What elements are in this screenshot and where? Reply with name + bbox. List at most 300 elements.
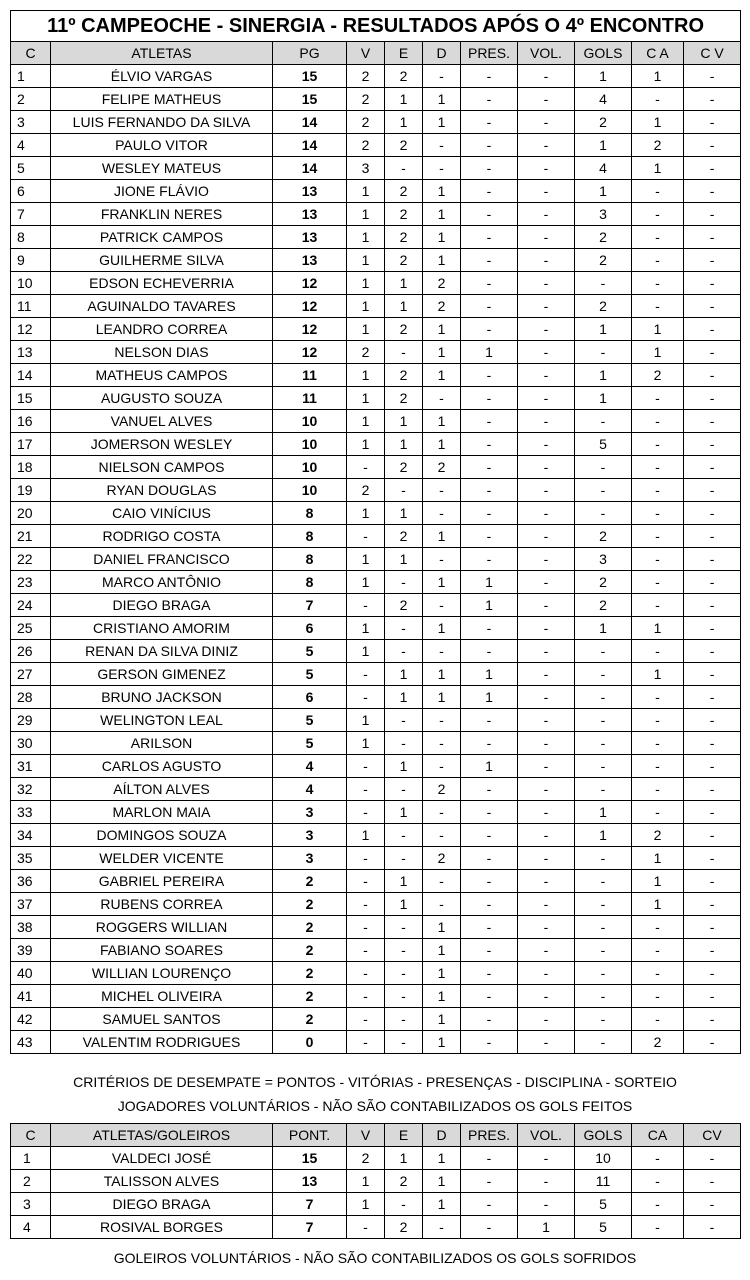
standings-cell: -	[461, 893, 518, 916]
standings-column-header: PRES.	[461, 42, 518, 65]
standings-cell: 10	[11, 272, 51, 295]
standings-cell: -	[632, 249, 684, 272]
standings-cell: 14	[11, 364, 51, 387]
standings-cell: -	[575, 410, 632, 433]
standings-cell: 1	[632, 157, 684, 180]
standings-cell: -	[461, 502, 518, 525]
standings-cell: -	[461, 65, 518, 88]
goalkeeper-cell: 2	[385, 1216, 423, 1239]
standings-cell: -	[518, 801, 575, 824]
standings-cell: -	[518, 548, 575, 571]
standings-row	[11, 203, 741, 226]
standings-row	[11, 318, 741, 341]
goalkeeper-column-header: ATLETAS/GOLEIROS	[51, 1124, 273, 1147]
standings-cell: 10	[273, 456, 347, 479]
standings-cell: 1	[461, 686, 518, 709]
standings-cell: GUILHERME SILVA	[51, 249, 273, 272]
standings-cell: 1	[385, 410, 423, 433]
standings-cell: 1	[423, 203, 461, 226]
standings-cell: -	[684, 1031, 741, 1054]
standings-cell: -	[518, 318, 575, 341]
standings-cell: -	[684, 1008, 741, 1031]
standings-cell: -	[461, 1008, 518, 1031]
standings-row	[11, 732, 741, 755]
standings-cell: 1	[385, 88, 423, 111]
standings-cell: 29	[11, 709, 51, 732]
standings-cell: 5	[273, 732, 347, 755]
standings-cell: -	[461, 295, 518, 318]
standings-cell: 5	[273, 640, 347, 663]
standings-cell: -	[684, 755, 741, 778]
goalkeeper-column-header: D	[423, 1124, 461, 1147]
standings-cell: 15	[273, 88, 347, 111]
standings-cell: -	[575, 663, 632, 686]
standings-cell: 2	[385, 594, 423, 617]
standings-cell: -	[461, 479, 518, 502]
standings-cell: 39	[11, 939, 51, 962]
goalkeeper-column-header: E	[385, 1124, 423, 1147]
standings-cell: 10	[273, 410, 347, 433]
standings-cell: -	[518, 594, 575, 617]
page-title: 11º CAMPEOCHE - SINERGIA - RESULTADOS APÓS O 4º ENCONTRO	[11, 11, 741, 42]
goalkeeper-cell: 1	[518, 1216, 575, 1239]
standings-cell: 1	[575, 180, 632, 203]
standings-cell: MICHEL OLIVEIRA	[51, 985, 273, 1008]
standings-cell: GERSON GIMENEZ	[51, 663, 273, 686]
standings-cell: 40	[11, 962, 51, 985]
goalkeeper-cell: -	[632, 1170, 684, 1193]
standings-cell: 2	[385, 249, 423, 272]
standings-cell: -	[684, 571, 741, 594]
standings-cell: -	[518, 755, 575, 778]
standings-cell: 2	[632, 364, 684, 387]
standings-cell: -	[684, 801, 741, 824]
standings-cell: -	[347, 870, 385, 893]
standings-cell: -	[684, 433, 741, 456]
standings-cell: -	[632, 548, 684, 571]
standings-row	[11, 295, 741, 318]
standings-cell: -	[461, 778, 518, 801]
goalkeeper-cell: -	[518, 1170, 575, 1193]
standings-cell: MARLON MAIA	[51, 801, 273, 824]
goalkeeper-cell: DIEGO BRAGA	[51, 1193, 273, 1216]
standings-cell: -	[684, 249, 741, 272]
standings-cell: NIELSON CAMPOS	[51, 456, 273, 479]
goalkeeper-cell: -	[684, 1170, 741, 1193]
standings-cell: 10	[273, 479, 347, 502]
standings-cell: MARCO ANTÔNIO	[51, 571, 273, 594]
standings-cell: 2	[273, 985, 347, 1008]
standings-cell: 10	[273, 433, 347, 456]
standings-cell: 4	[575, 157, 632, 180]
standings-cell: -	[385, 962, 423, 985]
standings-cell: -	[518, 479, 575, 502]
standings-column-header: E	[385, 42, 423, 65]
standings-cell: LUIS FERNANDO DA SILVA	[51, 111, 273, 134]
standings-cell: 2	[385, 525, 423, 548]
standings-cell: -	[461, 134, 518, 157]
standings-row	[11, 249, 741, 272]
standings-column-header: VOL.	[518, 42, 575, 65]
standings-cell: 8	[273, 502, 347, 525]
standings-row	[11, 502, 741, 525]
goalkeeper-cell: -	[461, 1216, 518, 1239]
standings-cell: 2	[385, 364, 423, 387]
standings-cell: 5	[273, 709, 347, 732]
standings-cell: -	[347, 893, 385, 916]
goalkeeper-column-header: CV	[684, 1124, 741, 1147]
standings-cell: 43	[11, 1031, 51, 1054]
standings-cell: 2	[347, 111, 385, 134]
standings-row	[11, 640, 741, 663]
standings-cell: 37	[11, 893, 51, 916]
standings-column-header: ATLETAS	[51, 42, 273, 65]
standings-cell: -	[518, 916, 575, 939]
standings-cell: 19	[11, 479, 51, 502]
standings-cell: 2	[423, 847, 461, 870]
goalkeepers-body	[11, 1147, 741, 1239]
standings-cell: 2	[385, 226, 423, 249]
standings-cell: -	[575, 778, 632, 801]
goalkeeper-cell: 1	[385, 1147, 423, 1170]
standings-cell: -	[632, 502, 684, 525]
standings-row	[11, 847, 741, 870]
standings-cell: CRISTIANO AMORIM	[51, 617, 273, 640]
standings-cell: 27	[11, 663, 51, 686]
standings-cell: -	[347, 985, 385, 1008]
standings-cell: -	[684, 962, 741, 985]
standings-cell: -	[461, 801, 518, 824]
standings-cell: -	[347, 801, 385, 824]
standings-cell: 26	[11, 640, 51, 663]
standings-cell: 2	[385, 134, 423, 157]
standings-cell: -	[461, 410, 518, 433]
goalkeeper-cell: TALISSON ALVES	[51, 1170, 273, 1193]
standings-cell: FRANKLIN NERES	[51, 203, 273, 226]
standings-cell: 2	[385, 318, 423, 341]
standings-cell: 8	[273, 548, 347, 571]
standings-cell: -	[518, 732, 575, 755]
standings-cell: 1	[575, 134, 632, 157]
standings-cell: -	[385, 617, 423, 640]
standings-column-header: PG	[273, 42, 347, 65]
goalkeeper-cell: 1	[347, 1193, 385, 1216]
standings-cell: 2	[347, 341, 385, 364]
goalkeeper-row	[11, 1216, 741, 1239]
standings-cell: 1	[347, 364, 385, 387]
standings-cell: -	[518, 525, 575, 548]
standings-cell: 28	[11, 686, 51, 709]
standings-cell: DANIEL FRANCISCO	[51, 548, 273, 571]
standings-cell: 1	[385, 111, 423, 134]
standings-cell: -	[518, 364, 575, 387]
goalkeeper-cell: -	[684, 1216, 741, 1239]
standings-cell: -	[684, 226, 741, 249]
standings-header-row	[11, 42, 741, 65]
standings-row	[11, 387, 741, 410]
standings-cell: RYAN DOUGLAS	[51, 479, 273, 502]
standings-cell: 2	[385, 180, 423, 203]
standings-cell: -	[423, 157, 461, 180]
standings-cell: 2	[11, 88, 51, 111]
standings-row	[11, 157, 741, 180]
standings-row	[11, 433, 741, 456]
standings-cell: 1	[347, 502, 385, 525]
goalkeeper-cell: 3	[11, 1193, 51, 1216]
goalkeeper-cell: ROSIVAL BORGES	[51, 1216, 273, 1239]
standings-cell: 1	[423, 410, 461, 433]
standings-cell: -	[423, 65, 461, 88]
standings-cell: -	[461, 824, 518, 847]
standings-cell: -	[632, 640, 684, 663]
standings-cell: 2	[423, 456, 461, 479]
standings-cell: -	[461, 525, 518, 548]
standings-row	[11, 364, 741, 387]
standings-cell: -	[518, 180, 575, 203]
goalkeeper-cell: -	[684, 1193, 741, 1216]
standings-cell: DOMINGOS SOUZA	[51, 824, 273, 847]
standings-cell: 2	[347, 88, 385, 111]
standings-cell: 13	[11, 341, 51, 364]
standings-cell: 1	[423, 686, 461, 709]
standings-cell: -	[423, 594, 461, 617]
standings-cell: -	[518, 88, 575, 111]
goalkeeper-cell: -	[347, 1216, 385, 1239]
standings-cell: 2	[347, 479, 385, 502]
standings-cell: -	[423, 387, 461, 410]
standings-cell: -	[684, 939, 741, 962]
standings-cell: -	[632, 801, 684, 824]
standings-row	[11, 88, 741, 111]
standings-cell: -	[684, 272, 741, 295]
standings-cell: -	[684, 295, 741, 318]
standings-cell: -	[461, 548, 518, 571]
goalkeeper-column-header: V	[347, 1124, 385, 1147]
standings-cell: -	[684, 134, 741, 157]
goalkeeper-column-header: GOLS	[575, 1124, 632, 1147]
standings-row	[11, 1031, 741, 1054]
standings-cell: -	[632, 525, 684, 548]
standings-cell: 14	[273, 134, 347, 157]
standings-cell: -	[385, 640, 423, 663]
standings-cell: 2	[575, 111, 632, 134]
standings-cell: AÍLTON ALVES	[51, 778, 273, 801]
standings-cell: -	[461, 939, 518, 962]
standings-cell: -	[518, 295, 575, 318]
standings-cell: -	[575, 962, 632, 985]
standings-column-header: C A	[632, 42, 684, 65]
standings-cell: 8	[11, 226, 51, 249]
standings-cell: -	[461, 364, 518, 387]
standings-cell: 1	[385, 686, 423, 709]
standings-cell: 18	[11, 456, 51, 479]
standings-column-header: V	[347, 42, 385, 65]
standings-cell: -	[385, 824, 423, 847]
standings-cell: 1	[575, 617, 632, 640]
standings-cell: -	[684, 847, 741, 870]
standings-cell: 24	[11, 594, 51, 617]
standings-cell: 25	[11, 617, 51, 640]
standings-cell: 1	[632, 111, 684, 134]
standings-cell: 3	[575, 203, 632, 226]
standings-cell: 1	[347, 249, 385, 272]
standings-cell: VALENTIM RODRIGUES	[51, 1031, 273, 1054]
standings-cell: -	[575, 893, 632, 916]
standings-cell: 1	[423, 985, 461, 1008]
standings-cell: 1	[385, 663, 423, 686]
standings-cell: 1	[347, 180, 385, 203]
standings-cell: -	[684, 709, 741, 732]
goalkeeper-cell: 13	[273, 1170, 347, 1193]
standings-cell: 3	[347, 157, 385, 180]
standings-cell: -	[385, 1031, 423, 1054]
standings-cell: 11	[273, 387, 347, 410]
standings-cell: -	[684, 88, 741, 111]
goalkeeper-cell: -	[385, 1193, 423, 1216]
standings-cell: 1	[575, 364, 632, 387]
goalkeeper-row	[11, 1170, 741, 1193]
standings-cell: -	[684, 617, 741, 640]
standings-cell: 2	[632, 134, 684, 157]
standings-cell: 8	[273, 525, 347, 548]
standings-row	[11, 479, 741, 502]
standings-cell: -	[518, 709, 575, 732]
standings-cell: 1	[347, 226, 385, 249]
standings-cell: -	[518, 778, 575, 801]
standings-cell: 1	[423, 111, 461, 134]
standings-cell: 1	[423, 226, 461, 249]
standings-row	[11, 617, 741, 640]
standings-cell: -	[632, 571, 684, 594]
standings-cell: -	[461, 180, 518, 203]
standings-cell: 1	[423, 962, 461, 985]
standings-cell: -	[518, 824, 575, 847]
standings-cell: 5	[11, 157, 51, 180]
standings-row	[11, 180, 741, 203]
standings-cell: -	[684, 732, 741, 755]
standings-row	[11, 686, 741, 709]
goalkeeper-cell: 2	[385, 1170, 423, 1193]
standings-cell: MATHEUS CAMPOS	[51, 364, 273, 387]
standings-row	[11, 410, 741, 433]
standings-cell: -	[684, 893, 741, 916]
standings-cell: 1	[423, 663, 461, 686]
standings-cell: -	[684, 870, 741, 893]
standings-cell: -	[385, 157, 423, 180]
standings-cell: -	[518, 157, 575, 180]
standings-cell: -	[632, 594, 684, 617]
standings-cell: 11	[273, 364, 347, 387]
standings-cell: -	[461, 226, 518, 249]
standings-column-header: GOLS	[575, 42, 632, 65]
standings-row	[11, 341, 741, 364]
tiebreak-note: CRITÉRIOS DE DESEMPATE = PONTOS - VITÓRIAS - PRESENÇAS - DISCIPLINA - SORTEIO	[73, 1074, 677, 1090]
standings-cell: 1	[423, 364, 461, 387]
standings-cell: 1	[347, 709, 385, 732]
standings-cell: -	[684, 548, 741, 571]
standings-cell: -	[385, 341, 423, 364]
standings-cell: -	[423, 732, 461, 755]
standings-cell: -	[684, 456, 741, 479]
standings-cell: 2	[273, 893, 347, 916]
standings-cell: WILLIAN LOURENÇO	[51, 962, 273, 985]
standings-cell: -	[518, 847, 575, 870]
standings-cell: -	[347, 1031, 385, 1054]
standings-cell: AGUINALDO TAVARES	[51, 295, 273, 318]
standings-column-header: C V	[684, 42, 741, 65]
standings-row	[11, 525, 741, 548]
standings-cell: -	[575, 870, 632, 893]
standings-cell: PAULO VITOR	[51, 134, 273, 157]
standings-cell: 22	[11, 548, 51, 571]
standings-cell: 31	[11, 755, 51, 778]
standings-cell: -	[575, 732, 632, 755]
standings-cell: SAMUEL SANTOS	[51, 1008, 273, 1031]
standings-cell: 1	[385, 433, 423, 456]
standings-cell: -	[632, 709, 684, 732]
standings-cell: -	[518, 249, 575, 272]
standings-cell: 1	[347, 318, 385, 341]
standings-cell: 15	[273, 65, 347, 88]
standings-cell: 2	[423, 272, 461, 295]
standings-cell: RUBENS CORREA	[51, 893, 273, 916]
goalkeeper-cell: 1	[347, 1170, 385, 1193]
standings-cell: -	[461, 985, 518, 1008]
standings-row	[11, 548, 741, 571]
standings-cell: -	[461, 318, 518, 341]
standings-cell: -	[632, 272, 684, 295]
standings-cell: EDSON ECHEVERRIA	[51, 272, 273, 295]
goalkeeper-column-header: CA	[632, 1124, 684, 1147]
standings-cell: 1	[632, 617, 684, 640]
standings-row	[11, 594, 741, 617]
standings-cell: -	[518, 640, 575, 663]
standings-cell: 1	[347, 732, 385, 755]
standings-cell: FELIPE MATHEUS	[51, 88, 273, 111]
standings-cell: -	[632, 755, 684, 778]
standings-cell: -	[518, 134, 575, 157]
standings-cell: 2	[273, 1008, 347, 1031]
standings-cell: -	[423, 479, 461, 502]
standings-cell: 3	[273, 801, 347, 824]
standings-cell: -	[684, 387, 741, 410]
standings-cell: 1	[423, 180, 461, 203]
standings-cell: -	[518, 893, 575, 916]
standings-cell: -	[575, 847, 632, 870]
standings-row	[11, 916, 741, 939]
standings-cell: JIONE FLÁVIO	[51, 180, 273, 203]
standings-cell: -	[385, 847, 423, 870]
standings-cell: -	[575, 709, 632, 732]
standings-cell: 35	[11, 847, 51, 870]
standings-row	[11, 571, 741, 594]
standings-cell: 1	[461, 571, 518, 594]
standings-cell: -	[461, 847, 518, 870]
standings-cell: -	[684, 663, 741, 686]
standings-cell: 2	[347, 65, 385, 88]
goalkeeper-cell: -	[632, 1147, 684, 1170]
standings-cell: -	[385, 571, 423, 594]
standings-cell: -	[461, 870, 518, 893]
standings-cell: 38	[11, 916, 51, 939]
standings-cell: 1	[461, 755, 518, 778]
standings-cell: -	[385, 1008, 423, 1031]
standings-cell: -	[632, 939, 684, 962]
standings-cell: -	[461, 203, 518, 226]
standings-cell: 7	[11, 203, 51, 226]
standings-cell: -	[347, 847, 385, 870]
goalkeeper-cell: -	[632, 1216, 684, 1239]
